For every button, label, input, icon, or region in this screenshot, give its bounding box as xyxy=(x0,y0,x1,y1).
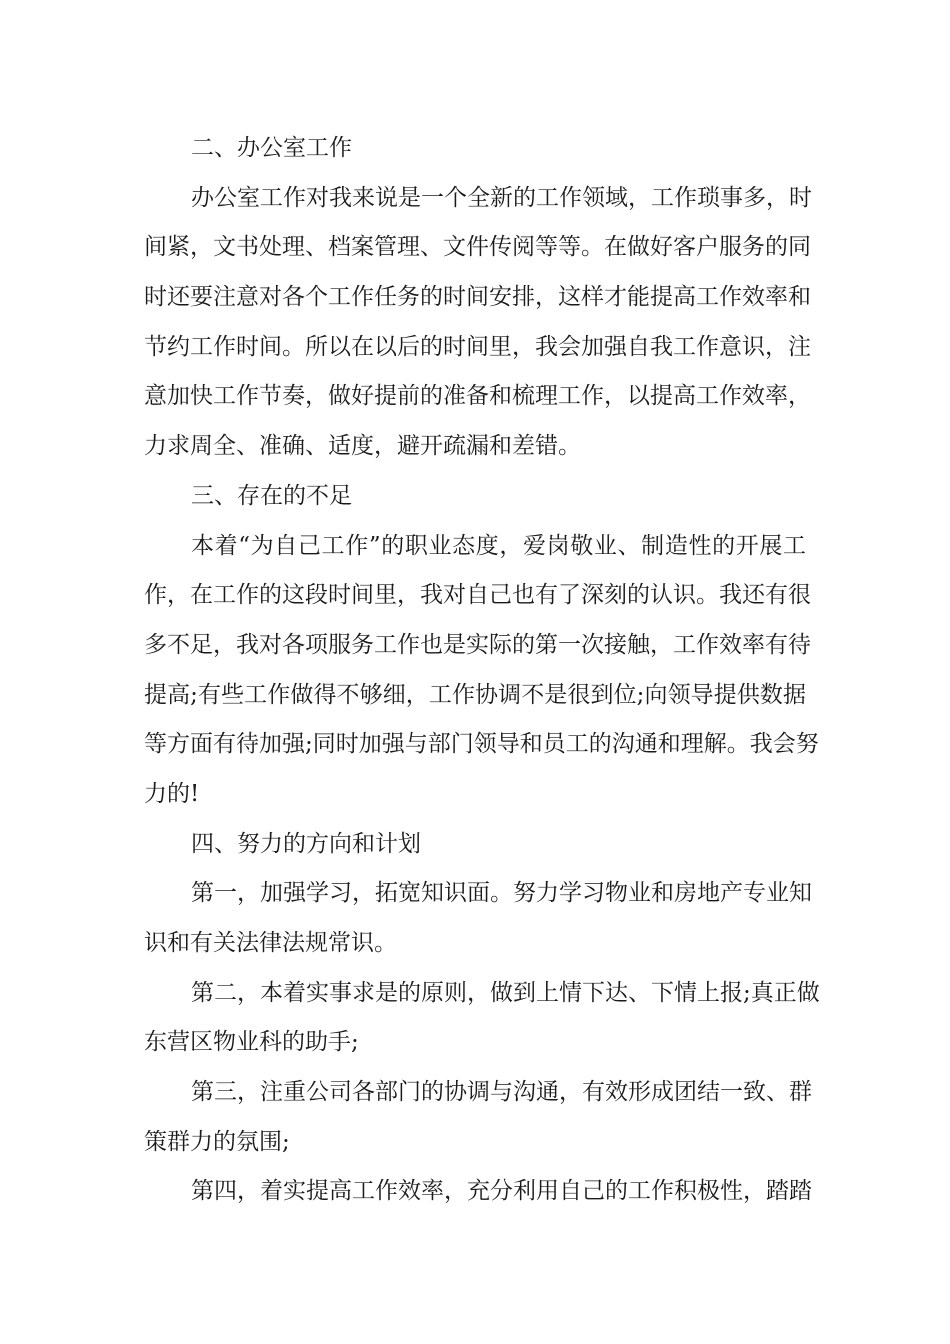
paragraph-line: 时还要注意对各个工作任务的时间安排，这样才能提高工作效率和 xyxy=(144,284,811,311)
paragraph-line: 第三，注重公司各部门的协调与沟通，有效形成团结一致、群 xyxy=(191,1079,812,1106)
paragraph-line: 第四，着实提高工作效率，充分利用自己的工作积极性，踏踏 xyxy=(191,1178,812,1205)
paragraph-line: 作，在工作的这段时间里，我对自己也有了深刻的认识。我还有很 xyxy=(144,582,811,609)
section-heading-office-work: 二、办公室工作 xyxy=(191,135,352,161)
paragraph-line: 节约工作时间。所以在以后的时间里，我会加强自我工作意识，注 xyxy=(144,333,811,360)
paragraph-line: 办公室工作对我来说是一个全新的工作领域，工作琐事多，时 xyxy=(191,184,812,211)
paragraph-line: 间紧，文书处理、档案管理、文件传阅等等。在做好客户服务的同 xyxy=(144,234,811,261)
paragraph-line: 力的! xyxy=(144,780,200,807)
section-heading-direction-plan: 四、努力的方向和计划 xyxy=(191,830,421,857)
paragraph-line: 本着“为自己工作”的职业态度，爱岗敬业、制造性的开展工 xyxy=(191,532,806,559)
paragraph-line: 提高;有些工作做得不够细，工作协调不是很到位;向领导提供数据 xyxy=(144,681,806,708)
document-body xyxy=(144,124,820,1217)
paragraph-line: 第一，加强学习，拓宽知识面。努力学习物业和房地产专业知 xyxy=(191,880,812,907)
paragraph-line: 意加快工作节奏，做好提前的准备和梳理工作，以提高工作效率， xyxy=(144,383,811,410)
paragraph-line: 等方面有待加强;同时加强与部门领导和员工的沟通和理解。我会努 xyxy=(144,731,819,758)
section-heading-shortcomings: 三、存在的不足 xyxy=(191,482,352,509)
paragraph-line: 东营区物业科的助手; xyxy=(144,1029,359,1056)
paragraph-line: 策群力的氛围; xyxy=(144,1128,290,1155)
paragraph-line: 力求周全、准确、适度，避开疏漏和差错。 xyxy=(144,433,581,460)
paragraph-line: 识和有关法律法规常识。 xyxy=(144,930,397,956)
paragraph-line: 第二，本着实事求是的原则，做到上情下达、下情上报;真正做 xyxy=(191,979,820,1006)
paragraph-line: 多不足，我对各项服务工作也是实际的第一次接触，工作效率有待 xyxy=(144,631,811,658)
